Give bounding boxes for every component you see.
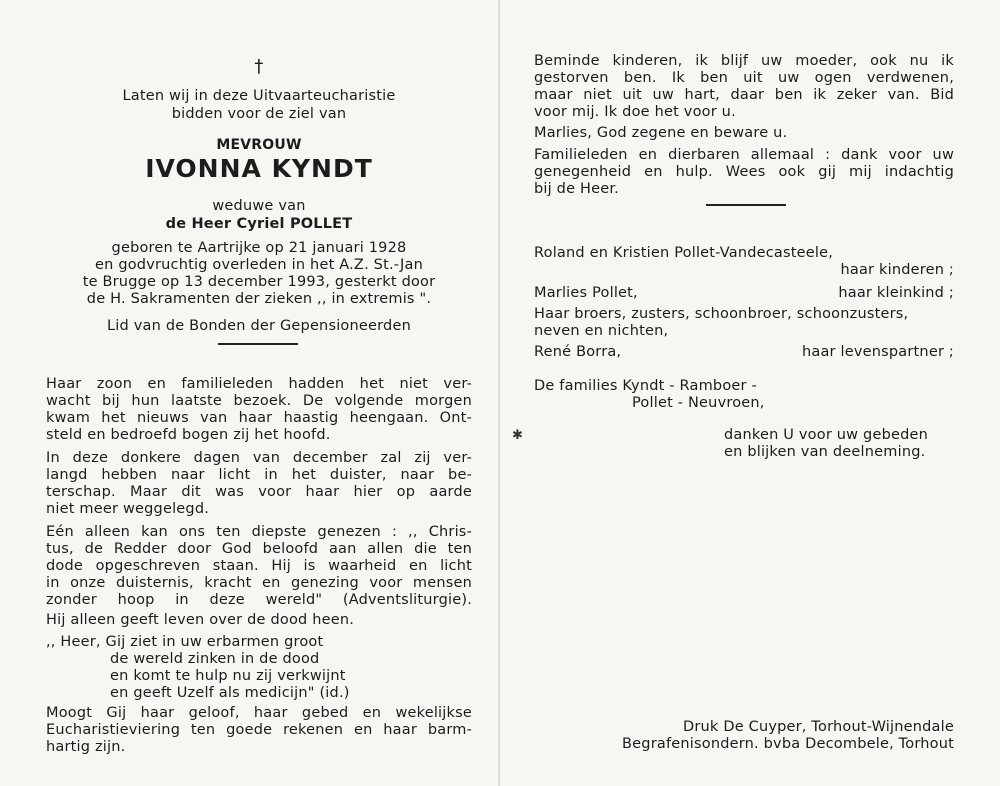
text-line: tus, de Redder door God beloofd aan allen die ten <box>46 541 472 557</box>
quote-line: en komt te hulp nu zij verkwijnt <box>110 668 346 684</box>
thanks-line: danken U voor uw gebeden <box>724 427 929 443</box>
text-line: gestorven ben. Ik ben uit uw ogen verdwenen, <box>534 70 954 86</box>
text-line: in onze duisternis, kracht en genezing voor mensen <box>46 575 472 591</box>
mourner-name: neven en nichten, <box>534 323 669 339</box>
title-prefix: MEVROUW <box>216 137 302 153</box>
text-line: Hij alleen geeft leven over de dood heen. <box>46 612 355 628</box>
husband-name: de Heer Cyriel POLLET <box>165 216 353 232</box>
families-line: Pollet - Neuvroen, <box>632 395 765 411</box>
text-line: maar niet uit uw hart, daar ben ik zeker van. Bid <box>534 87 954 103</box>
text-line: Moogt Gij haar geloof, haar gebed en wekelijkse <box>46 705 472 721</box>
text-line: terschap. Maar dit was voor haar hier op aarde <box>46 484 472 500</box>
text-line: voor mij. Ik doe het voor u. <box>534 104 736 120</box>
bio-line-1: geboren te Aartrijke op 21 januari 1928 <box>111 240 407 256</box>
card-fold <box>498 0 500 786</box>
ink-smudge: ✱ <box>512 428 523 443</box>
text-line: niet meer weggelegd. <box>46 501 210 517</box>
text-line: Eén alleen kan ons ten diepste genezen : ,, Chris- <box>46 524 472 540</box>
divider <box>706 204 786 206</box>
text-line: langd hebben naar licht in het duister, naar be- <box>46 467 472 483</box>
text-line: hartig zijn. <box>46 739 126 755</box>
text-line: wacht bij hun laatste bezoek. De volgende morgen <box>46 393 472 409</box>
text-line: Familieleden en dierbaren allemaal : dank voor uw <box>534 147 954 163</box>
text-line: Marlies, God zegene en beware u. <box>534 125 788 141</box>
thanks-line: en blijken van deelneming. <box>724 444 926 460</box>
divider <box>218 343 298 345</box>
bio-line-4: de H. Sakramenten der zieken ,, in extremis ". <box>86 291 432 307</box>
text-line: Eucharistieviering ten goede rekenen en haar barm- <box>46 722 472 738</box>
text-line: dode opgeschreven staan. Hij is waarheid en licht <box>46 558 472 574</box>
printer-line: Druk De Cuyper, Torhout-Wijnendale <box>683 719 954 735</box>
text-line: zonder hoop in deze wereld" (Adventsliturgie). <box>46 592 472 608</box>
mourner-relation: haar levenspartner ; <box>801 344 954 360</box>
bio-line-3: te Brugge op 13 december 1993, gesterkt door <box>82 274 436 290</box>
text-line: Beminde kinderen, ik blijf uw moeder, ook nu ik <box>534 53 954 69</box>
text-line: genegenheid en hulp. Wees ook gij mij indachtig <box>534 164 954 180</box>
mourner-relation: haar kleinkind ; <box>838 285 954 301</box>
text-line: bij de Heer. <box>534 181 619 197</box>
quote-line: ,, Heer, Gij ziet in uw erbarmen groot <box>46 634 324 650</box>
families-line: De families Kyndt - Ramboer - <box>534 378 757 394</box>
text-line: kwam het nieuws van haar haastig heengaan. Ont- <box>46 410 472 426</box>
mourner-name: Roland en Kristien Pollet-Vandecasteele, <box>534 245 834 261</box>
cross-symbol: † <box>254 56 264 77</box>
intro-line-2: bidden voor de ziel van <box>171 106 347 122</box>
quote-line: de wereld zinken in de dood <box>110 651 320 667</box>
printer-line: Begrafenisondern. bvba Decombele, Torhout <box>622 736 954 752</box>
deceased-name: IVONNA KYNDT <box>145 154 373 183</box>
intro-line-1: Laten wij in deze Uitvaarteucharistie <box>122 88 396 104</box>
quote-line: en geeft Uzelf als medicijn" (id.) <box>110 685 350 701</box>
text-line: steld en bedroefd bogen zij het hoofd. <box>46 427 331 443</box>
text-line: Haar zoon en familieleden hadden het niet ver- <box>46 376 472 392</box>
text-line: In deze donkere dagen van december zal zij ver- <box>46 450 472 466</box>
mourner-relation: haar kinderen ; <box>840 262 954 278</box>
widow-of: weduwe van <box>212 198 306 214</box>
mourner-name: René Borra, <box>534 344 622 360</box>
membership: Lid van de Bonden der Gepensioneerden <box>107 318 411 334</box>
mourner-name: Haar broers, zusters, schoonbroer, schoonzusters, <box>534 306 909 322</box>
bio-line-2: en godvruchtig overleden in het A.Z. St.-Jan <box>95 257 423 273</box>
mourner-name: Marlies Pollet, <box>534 285 638 301</box>
